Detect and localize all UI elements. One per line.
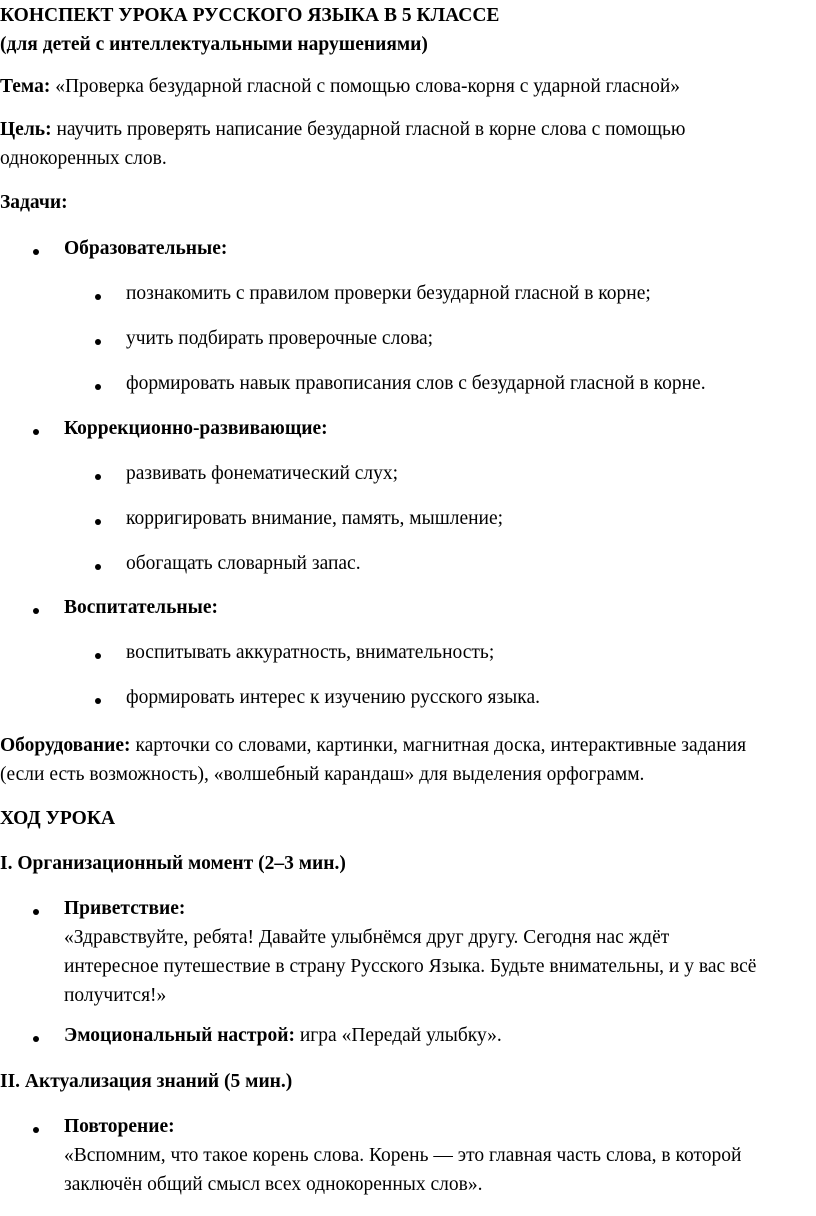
bullet-icon: [95, 564, 101, 570]
bullet-icon: [95, 339, 101, 345]
task-item: формировать навык правописания слов с безударной гласной в корне.: [126, 373, 706, 394]
section-actualization: II. Актуализация знаний (5 мин.): [0, 1071, 293, 1092]
bullet-icon: [95, 384, 101, 390]
equipment-text-line1: карточки со словами, картинки, магнитная доска, интерактивные задания: [130, 735, 747, 756]
greeting-text-line: «Здравствуйте, ребята! Давайте улыбнёмся друг другу. Сегодня нас ждёт: [64, 927, 670, 948]
mood-text: игра «Передай улыбку».: [294, 1025, 502, 1046]
task-item: формировать интерес к изучению русского языка.: [126, 687, 540, 708]
task-item: учить подбирать проверочные слова;: [126, 328, 434, 349]
document-subtitle: (для детей с интеллектуальными нарушениями): [0, 34, 428, 55]
bullet-icon: [33, 429, 39, 435]
greeting-text-line: интересное путешествие в страну Русского Языка. Будьте внимательны, и у вас всё: [64, 956, 757, 977]
review-text-line: заключён общий смысл всех однокоренных слов».: [64, 1174, 483, 1195]
goal-paragraph: [0, 116, 685, 144]
lesson-heading: ХОД УРОКА: [0, 808, 116, 829]
bullet-icon: [95, 294, 101, 300]
bullet-icon: [33, 249, 39, 255]
equipment-label: Оборудование:: [0, 735, 131, 756]
task-group-correctional: Коррекционно-развивающие:: [64, 418, 328, 439]
bullet-icon: [95, 519, 101, 525]
task-group-upbringing: Воспитательные:: [64, 597, 219, 618]
topic-paragraph: [0, 73, 680, 101]
tasks-heading: Задачи:: [0, 192, 68, 213]
task-item: обогащать словарный запас.: [126, 553, 361, 574]
bullet-icon: [95, 474, 101, 480]
greeting-label: Приветствие:: [64, 898, 186, 919]
task-item: воспитывать аккуратность, внимательность;: [126, 642, 495, 663]
equipment-paragraph: [0, 732, 746, 760]
goal-label: Цель:: [0, 119, 52, 140]
mood-paragraph: [64, 1022, 502, 1050]
task-item: корригировать внимание, память, мышление;: [126, 508, 504, 529]
bullet-icon: [33, 1127, 39, 1133]
equipment-text-line2: (если есть возможность), «волшебный карандаш» для выделения орфограмм.: [0, 764, 645, 785]
goal-text-line1: научить проверять написание безударной гласной в корне слова с помощью: [51, 119, 686, 140]
task-group-educational: Образовательные:: [64, 238, 228, 259]
task-item: познакомить с правилом проверки безударной гласной в корне;: [126, 283, 651, 304]
greeting-text-line: получится!»: [64, 985, 167, 1006]
review-text-line: «Вспомним, что такое корень слова. Корень — это главная часть слова, в которой: [64, 1145, 742, 1166]
document-title: КОНСПЕКТ УРОКА РУССКОГО ЯЗЫКА В 5 КЛАССЕ: [0, 5, 500, 26]
topic-label: Тема:: [0, 76, 51, 97]
topic-text: «Проверка безударной гласной с помощью слова-корня с ударной гласной»: [50, 76, 681, 97]
bullet-icon: [95, 698, 101, 704]
review-label: Повторение:: [64, 1116, 175, 1137]
bullet-icon: [95, 653, 101, 659]
goal-text-line2: однокоренных слов.: [0, 148, 167, 169]
section-organizational: I. Организационный момент (2–3 мин.): [0, 853, 346, 874]
mood-label: Эмоциональный настрой:: [64, 1025, 295, 1046]
bullet-icon: [33, 1036, 39, 1042]
bullet-icon: [33, 608, 39, 614]
task-item: развивать фонематический слух;: [126, 463, 399, 484]
bullet-icon: [33, 909, 39, 915]
